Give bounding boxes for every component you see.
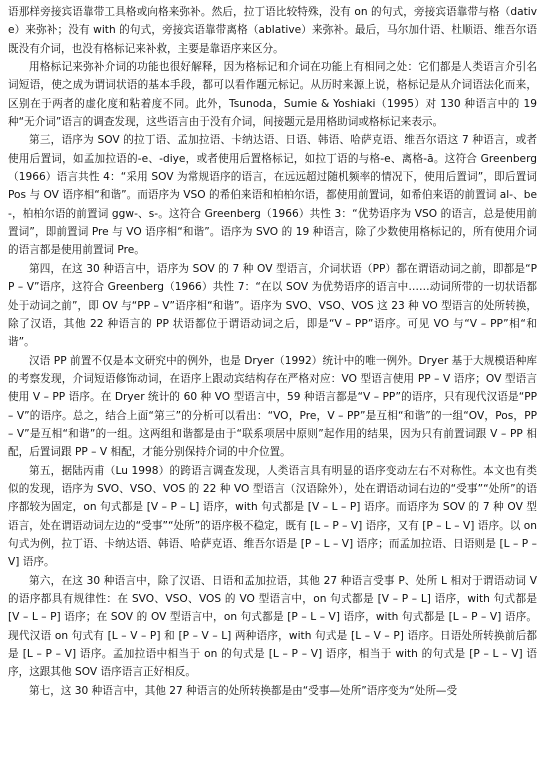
paragraph-7: 第六，在这 30 种语言中，除了汉语、日语和孟加拉语，其他 27 种语言受事 P、处所 L 相对于谓语动词 V 的语序都具有规律性：在 SVO、VSO、VOS 的 VO 型语言中，on 句式都是 [V – P – L] 语序，with 句式都是 [V – L – P] 语序；在 SOV 的 OV 型语言中，on 句式都是 [P – L – V] 语序，with 句式都是 [L – P – V] 语序。现代汉语 on 句式有 [L – V – P] 和 [P – V – L] 两种语序，with 句式是 [L – V – P] 语序。日语处所转换前后都是 [L – P – V] 语序。孟加拉语中相当于 on 的句式是 [L – P – V] 语序，相当于 with 的句式是 [P – L – V] 语序，这跟其他 SOV 语序语言正好相反。: [8, 574, 537, 679]
paragraph-5: 汉语 PP 前置不仅是本文研究中的例外，也是 Dryer（1992）统计中的唯一例外。Dryer 基于大规模语种库的考察发现，介词短语修饰动词，在语序上跟动宾结构存在严格对应：VO 型语言使用 PP – V 语序；OV 型语言使用 V – PP 语序。在 Dryer 统计的 60 种 VO 型语言中，59 种语言都是“V – PP”的语序，只有现代汉语是“PP – V”的语序。总之，结合上面“第三”的分析可以看出：“VO，Pre，V – PP”是互相“和谐”的一组“OV，Pos，PP – V”是互相“和谐”的一组。这两组和谐都是由于“联系项居中原则”起作用的结果，因为只有前置词跟 V – PP 相配，后置词跟 PP – V 相配，才能分别保持介词的中介位置。: [8, 354, 537, 459]
paragraph-1: 语那样旁接宾语靠带工具格或向格来弥补。然后，拉丁语比较特殊，没有 on 的句式，旁接宾语靠带与格（dative）来弥补；没有 with 的句式，旁接宾语靠带离格（ablative）来弥补。最后，马尔加什语、杜顺语、维吾尔语既没有介词，也没有格标记来补救，主要是靠语序来区分。: [8, 6, 537, 55]
paragraph-6: 第五，据陆丙甫（Lu 1998）的跨语言调查发现，人类语言具有明显的语序变动左右不对称性。本文也有类似的发现，语序为 SVO、VSO、VOS 的 22 种 VO 型语言（汉语除外），处在谓语动词右边的“受事”“处所”的语序都较为固定，on 句式都是 [V – P – L] 语序，with 句式都是 [V – L – P] 语序。而语序为 SOV 的 7 种 OV 型语言，处在谓语动词左边的“受事”“处所”的语序极不稳定，既有 [L – P – V] 语序，又有 [P – L – V] 语序。以 on 句式为例，拉丁语、卡纳达语、韩语、哈萨克语、维吾尔语是 [P – L – V] 语序；而孟加拉语、日语则是 [L – P – V] 语序。: [8, 464, 537, 569]
paragraph-8: 第七，这 30 种语言中，其他 27 种语言的处所转换都是由“受事—处所”语序变为“处所—受: [29, 684, 458, 697]
paragraph-4: 第四，在这 30 种语言中，语序为 SOV 的 7 种 OV 型语言，介词状语（PP）都在谓语动词之前，即都是“PP – V”语序，这符合 Greenberg（1966）共性 7：“在以 SOV 为优势语序的语言中……动词所带的一切状语都处于动词之前”，即 OV 与“PP – V”语序相“和谐”。语序为 SVO、VSO、VOS 这 23 种 VO 型语言的处所转换，除了汉语，其他 22 种语言的 PP 状语都位于谓语动词之后，即是“V – PP”语序。可见 VO 与“V – PP”相“和谐”。: [8, 262, 537, 349]
paragraph-3: 第三，语序为 SOV 的拉丁语、孟加拉语、卡纳达语、日语、韩语、哈萨克语、维吾尔语这 7 种语言，或者使用后置词，如孟加拉语的-e、-diye，或者使用后置格标记，如拉丁语的与格-e、离格-ā。这符合 Greenberg（1966）语言共性 4：“采用 SOV 为常规语序的语言，在远远超过随机频率的情况下，使用后置词”，即后置词 Pos 与 OV 语序相“和谐”。而语序为 VSO 的希伯来语和柏柏尔语，都使用前置词，如希伯来语的前置词 al-、be-，柏柏尔语的前置词 ggw-、s-。这符合 Greenberg（1966）共性 3：“优势语序为 VSO 的语言，总是使用前置词”，即前置词 Pre 与 VO 语序相“和谐”。语序为 SVO 的 19 种语言，除了少数使用格标记的，所有使用介词的语言都是使用前置词 Pre。: [8, 134, 537, 257]
paragraph-2: 用格标记来弥补介词的功能也很好解释，因为格标记和介词在功能上有相同之处：它们都是人类语言介引名词短语，使之成为谓词状语的基本手段，都可以看作题元标记。从历时来源上说，格标记是从介词语法化而来，区别在于两者的虚化度和粘着度不同。此外，Tsunoda，Sumie & Yoshiaki（1995）对 130 种语言中的 19 种“无介词”语言的调查发现，这些语言由于没有介词，间接题元是用格助词或格标记来表示。: [8, 61, 537, 129]
